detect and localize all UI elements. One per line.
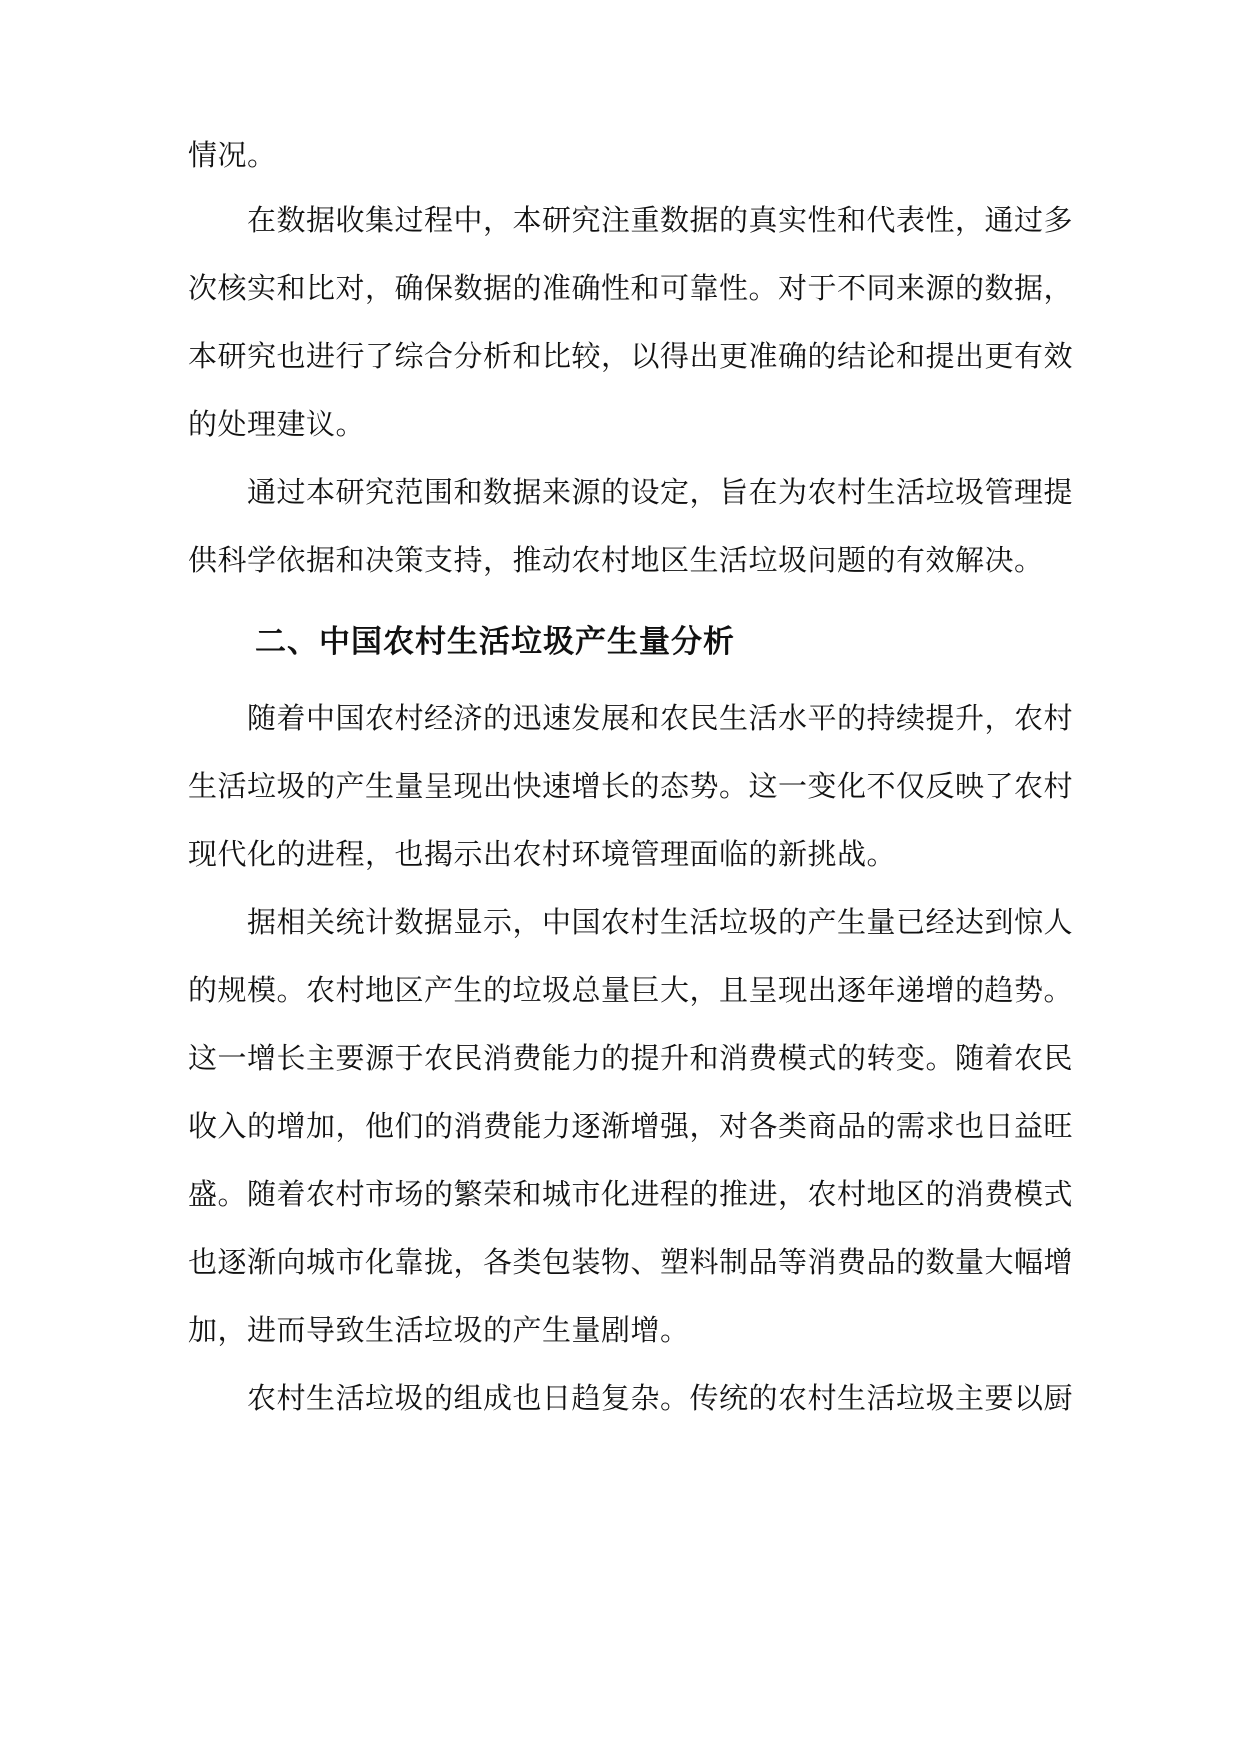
text-line: 的规模。农村地区产生的垃圾总量巨大，且呈现出逐年递增的趋势。 [188, 973, 1074, 1007]
text-line: 生活垃圾的产生量呈现出快速增长的态势。这一变化不仅反映了农村 [188, 769, 1074, 803]
text-line: 在数据收集过程中，本研究注重数据的真实性和代表性，通过多 [247, 203, 1074, 237]
text-line: 这一增长主要源于农民消费能力的提升和消费模式的转变。随着农民 [188, 1041, 1074, 1075]
text-line: 农村生活垃圾的组成也日趋复杂。传统的农村生活垃圾主要以厨 [247, 1381, 1074, 1415]
text-line: 供科学依据和决策支持，推动农村地区生活垃圾问题的有效解决。 [188, 543, 1044, 577]
text-line: 通过本研究范围和数据来源的设定，旨在为农村生活垃圾管理提 [247, 475, 1074, 509]
text-line: 次核实和比对，确保数据的准确性和可靠性。对于不同来源的数据， [188, 271, 1074, 305]
text-line: 情况。 [188, 138, 277, 172]
text-line: 收入的增加，他们的消费能力逐渐增强，对各类商品的需求也日益旺 [188, 1109, 1074, 1143]
section-heading: 二、中国农村生活垃圾产生量分析 [255, 624, 735, 660]
text-line: 加，进而导致生活垃圾的产生量剧增。 [188, 1313, 690, 1347]
text-line: 本研究也进行了综合分析和比较，以得出更准确的结论和提出更有效 [188, 339, 1074, 373]
text-line: 也逐渐向城市化靠拢，各类包装物、塑料制品等消费品的数量大幅增 [188, 1245, 1074, 1279]
text-line: 随着中国农村经济的迅速发展和农民生活水平的持续提升，农村 [247, 701, 1074, 735]
text-line: 盛。随着农村市场的繁荣和城市化进程的推进，农村地区的消费模式 [188, 1177, 1074, 1211]
text-line: 的处理建议。 [188, 407, 366, 441]
text-line: 据相关统计数据显示，中国农村生活垃圾的产生量已经达到惊人 [247, 905, 1074, 939]
text-line: 现代化的进程，也揭示出农村环境管理面临的新挑战。 [188, 837, 897, 871]
